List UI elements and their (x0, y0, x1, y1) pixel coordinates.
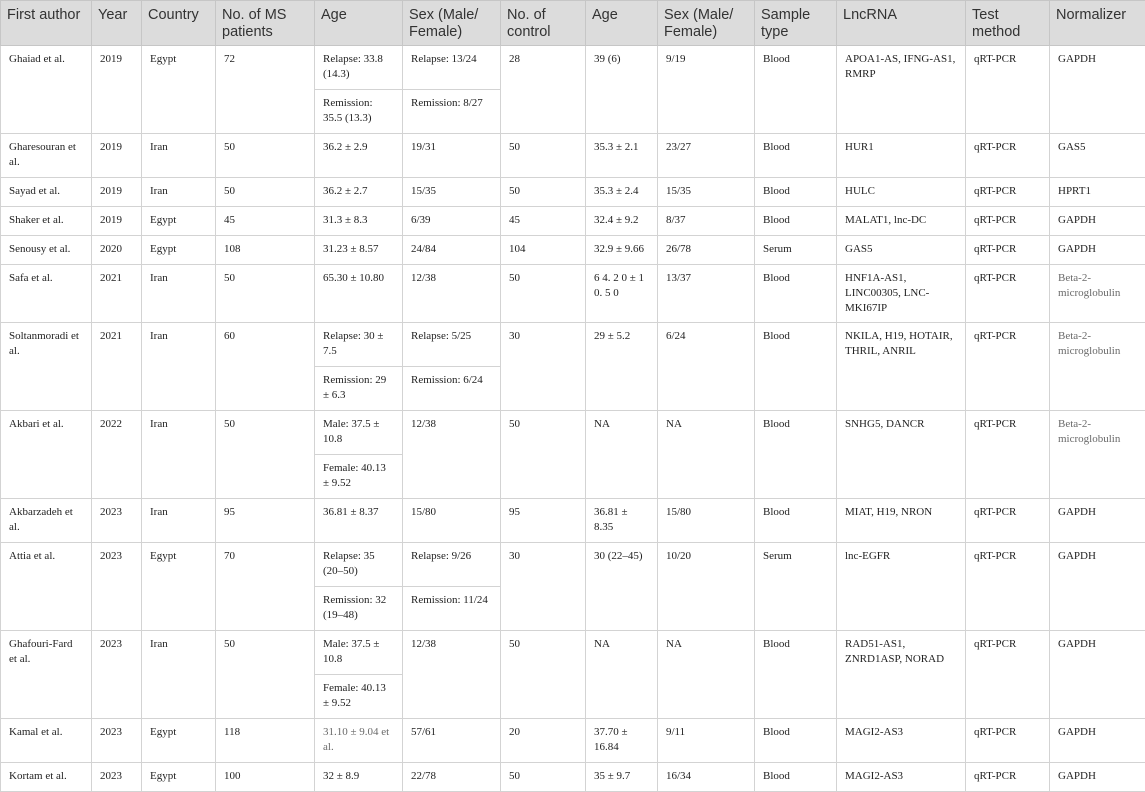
table-row (1, 631, 1145, 675)
patient-age-cell: 65.30 ± 10.80 (315, 265, 403, 323)
patient-age-cell: Female: 40.13 ± 9.52 (315, 455, 403, 499)
normalizer-cell: Beta-2-microglobulin (1050, 411, 1145, 499)
col-header-control-sex: Sex (Male/ Female) (658, 1, 755, 46)
control-count-cell: 28 (501, 46, 586, 134)
sample-type-cell: Blood (755, 719, 837, 763)
patient-count-cell: 50 (216, 134, 315, 178)
control-count-cell: 95 (501, 499, 586, 543)
control-age-cell: 30 (22–45) (586, 543, 658, 631)
test-method-cell: qRT-PCR (966, 411, 1050, 499)
table-row (1, 323, 1145, 367)
year-cell: 2019 (92, 46, 142, 134)
table-row (1, 207, 1145, 236)
patient-sex-cell: 24/84 (403, 236, 501, 265)
table-row (1, 543, 1145, 587)
author-cell: Attia et al. (1, 543, 92, 631)
test-method-cell: qRT-PCR (966, 46, 1050, 134)
year-cell: 2023 (92, 719, 142, 763)
test-method-cell: qRT-PCR (966, 323, 1050, 411)
patient-sex-cell: 19/31 (403, 134, 501, 178)
col-header-first-author: First author (1, 1, 92, 46)
table-row (1, 265, 1145, 323)
control-sex-cell: 10/20 (658, 543, 755, 631)
patient-age-cell: 36.2 ± 2.7 (315, 178, 403, 207)
control-age-cell: 35 ± 9.7 (586, 763, 658, 792)
year-cell: 2023 (92, 631, 142, 719)
control-count-cell: 30 (501, 323, 586, 411)
control-sex-cell: 26/78 (658, 236, 755, 265)
patient-sex-cell: 12/38 (403, 411, 501, 499)
control-age-cell: 35.3 ± 2.1 (586, 134, 658, 178)
normalizer-cell: Beta-2-microglobulin (1050, 323, 1145, 411)
author-cell: Sayad et al. (1, 178, 92, 207)
year-cell: 2021 (92, 265, 142, 323)
lncrna-cell: HULC (837, 178, 966, 207)
normalizer-cell: GAPDH (1050, 763, 1145, 792)
col-header-control-age: Age (586, 1, 658, 46)
lncrna-cell: MAGI2-AS3 (837, 719, 966, 763)
header-row (1, 1, 1145, 46)
patient-age-cell: 32 ± 8.9 (315, 763, 403, 792)
control-sex-cell: 15/35 (658, 178, 755, 207)
patient-count-cell: 50 (216, 411, 315, 499)
year-cell: 2019 (92, 207, 142, 236)
test-method-cell: qRT-PCR (966, 719, 1050, 763)
patient-age-cell: 36.2 ± 2.9 (315, 134, 403, 178)
control-age-cell: 32.9 ± 9.66 (586, 236, 658, 265)
lncrna-cell: lnc-EGFR (837, 543, 966, 631)
country-cell: Egypt (142, 763, 216, 792)
test-method-cell: qRT-PCR (966, 236, 1050, 265)
country-cell: Egypt (142, 543, 216, 631)
year-cell: 2019 (92, 178, 142, 207)
control-sex-cell: NA (658, 631, 755, 719)
sample-type-cell: Blood (755, 46, 837, 134)
table-row (1, 178, 1145, 207)
control-count-cell: 50 (501, 265, 586, 323)
author-cell: Akbarzadeh et al. (1, 499, 92, 543)
patient-count-cell: 45 (216, 207, 315, 236)
patient-sex-cell: Relapse: 9/26 (403, 543, 501, 587)
control-age-cell: 37.70 ± 16.84 (586, 719, 658, 763)
col-header-country: Country (142, 1, 216, 46)
control-sex-cell: 13/37 (658, 265, 755, 323)
patient-count-cell: 50 (216, 178, 315, 207)
country-cell: Egypt (142, 46, 216, 134)
sample-type-cell: Blood (755, 763, 837, 792)
country-cell: Iran (142, 134, 216, 178)
table-row (1, 763, 1145, 792)
country-cell: Egypt (142, 719, 216, 763)
table-row (1, 134, 1145, 178)
col-header-test-method: Test method (966, 1, 1050, 46)
year-cell: 2021 (92, 323, 142, 411)
test-method-cell: qRT-PCR (966, 631, 1050, 719)
patient-age-cell: Relapse: 30 ± 7.5 (315, 323, 403, 367)
sample-type-cell: Blood (755, 178, 837, 207)
patient-count-cell: 50 (216, 265, 315, 323)
control-count-cell: 30 (501, 543, 586, 631)
table-row (1, 499, 1145, 543)
table-row (1, 719, 1145, 763)
control-count-cell: 50 (501, 134, 586, 178)
patient-age-cell: Relapse: 35 (20–50) (315, 543, 403, 587)
patient-age-cell: Remission: 32 (19–48) (315, 587, 403, 631)
table-row (1, 411, 1145, 455)
author-cell: Gharesouran et al. (1, 134, 92, 178)
patient-age-cell: Male: 37.5 ± 10.8 (315, 411, 403, 455)
author-cell: Shaker et al. (1, 207, 92, 236)
lncrna-cell: MIAT, H19, NRON (837, 499, 966, 543)
author-cell: Soltanmoradi et al. (1, 323, 92, 411)
patient-sex-cell: Remission: 11/24 (403, 587, 501, 631)
test-method-cell: qRT-PCR (966, 178, 1050, 207)
lncrna-cell: GAS5 (837, 236, 966, 265)
year-cell: 2023 (92, 543, 142, 631)
test-method-cell: qRT-PCR (966, 265, 1050, 323)
patient-age-cell: Female: 40.13 ± 9.52 (315, 675, 403, 719)
control-sex-cell: 6/24 (658, 323, 755, 411)
control-age-cell: 35.3 ± 2.4 (586, 178, 658, 207)
sample-type-cell: Serum (755, 543, 837, 631)
control-sex-cell: 16/34 (658, 763, 755, 792)
patient-count-cell: 70 (216, 543, 315, 631)
control-age-cell: 6 4. 2 0 ± 1 0. 5 0 (586, 265, 658, 323)
lncrna-cell: HNF1A-AS1, LINC00305, LNC-MKI67IP (837, 265, 966, 323)
author-cell: Ghafouri-Fard et al. (1, 631, 92, 719)
control-age-cell: 36.81 ± 8.35 (586, 499, 658, 543)
col-header-patient-age: Age (315, 1, 403, 46)
col-header-patient-sex: Sex (Male/ Female) (403, 1, 501, 46)
control-count-cell: 45 (501, 207, 586, 236)
normalizer-cell: GAPDH (1050, 499, 1145, 543)
year-cell: 2020 (92, 236, 142, 265)
patient-sex-cell: 57/61 (403, 719, 501, 763)
patient-count-cell: 50 (216, 631, 315, 719)
lncrna-cell: SNHG5, DANCR (837, 411, 966, 499)
author-cell: Ghaiad et al. (1, 46, 92, 134)
patient-age-cell: 31.10 ± 9.04 et al. (315, 719, 403, 763)
table-row (1, 46, 1145, 90)
test-method-cell: qRT-PCR (966, 207, 1050, 236)
lncrna-cell: MALAT1, lnc-DC (837, 207, 966, 236)
control-age-cell: 32.4 ± 9.2 (586, 207, 658, 236)
year-cell: 2022 (92, 411, 142, 499)
col-header-year: Year (92, 1, 142, 46)
lncrna-cell: NKILA, H19, HOTAIR, THRIL, ANRIL (837, 323, 966, 411)
control-age-cell: NA (586, 411, 658, 499)
lncrna-cell: MAGI2-AS3 (837, 763, 966, 792)
control-count-cell: 50 (501, 178, 586, 207)
control-sex-cell: 9/19 (658, 46, 755, 134)
author-cell: Safa et al. (1, 265, 92, 323)
patient-count-cell: 60 (216, 323, 315, 411)
patient-sex-cell: 12/38 (403, 265, 501, 323)
normalizer-cell: GAPDH (1050, 236, 1145, 265)
lncrna-cell: RAD51-AS1, ZNRD1ASP, NORAD (837, 631, 966, 719)
country-cell: Egypt (142, 236, 216, 265)
control-age-cell: NA (586, 631, 658, 719)
normalizer-cell: GAPDH (1050, 543, 1145, 631)
patient-sex-cell: 15/35 (403, 178, 501, 207)
control-sex-cell: 8/37 (658, 207, 755, 236)
normalizer-cell: GAPDH (1050, 46, 1145, 134)
lncrna-cell: HUR1 (837, 134, 966, 178)
patient-age-cell: 31.3 ± 8.3 (315, 207, 403, 236)
patient-sex-cell: 22/78 (403, 763, 501, 792)
control-sex-cell: 9/11 (658, 719, 755, 763)
patient-sex-cell: 12/38 (403, 631, 501, 719)
normalizer-cell: HPRT1 (1050, 178, 1145, 207)
control-count-cell: 50 (501, 411, 586, 499)
country-cell: Iran (142, 323, 216, 411)
country-cell: Egypt (142, 207, 216, 236)
patient-age-cell: Remission: 29 ± 6.3 (315, 367, 403, 411)
country-cell: Iran (142, 411, 216, 499)
col-header-sample-type: Sample type (755, 1, 837, 46)
year-cell: 2023 (92, 763, 142, 792)
normalizer-cell: GAPDH (1050, 631, 1145, 719)
patient-age-cell: 36.81 ± 8.37 (315, 499, 403, 543)
control-age-cell: 39 (6) (586, 46, 658, 134)
patient-sex-cell: Remission: 6/24 (403, 367, 501, 411)
col-header-ms-patients: No. of MS patients (216, 1, 315, 46)
normalizer-cell: GAPDH (1050, 719, 1145, 763)
patient-age-cell: Remission: 35.5 (13.3) (315, 90, 403, 134)
control-count-cell: 50 (501, 763, 586, 792)
patient-count-cell: 108 (216, 236, 315, 265)
author-cell: Kortam et al. (1, 763, 92, 792)
country-cell: Iran (142, 631, 216, 719)
control-count-cell: 50 (501, 631, 586, 719)
author-cell: Akbari et al. (1, 411, 92, 499)
control-sex-cell: NA (658, 411, 755, 499)
patient-age-cell: Male: 37.5 ± 10.8 (315, 631, 403, 675)
country-cell: Iran (142, 499, 216, 543)
normalizer-cell: GAPDH (1050, 207, 1145, 236)
test-method-cell: qRT-PCR (966, 499, 1050, 543)
sample-type-cell: Blood (755, 411, 837, 499)
control-age-cell: 29 ± 5.2 (586, 323, 658, 411)
lncrna-cell: APOA1-AS, IFNG-AS1, RMRP (837, 46, 966, 134)
country-cell: Iran (142, 178, 216, 207)
sample-type-cell: Blood (755, 134, 837, 178)
patient-sex-cell: Remission: 8/27 (403, 90, 501, 134)
table-row (1, 236, 1145, 265)
patient-sex-cell: Relapse: 13/24 (403, 46, 501, 90)
sample-type-cell: Blood (755, 207, 837, 236)
normalizer-cell: Beta-2-microglobulin (1050, 265, 1145, 323)
sample-type-cell: Blood (755, 265, 837, 323)
sample-type-cell: Blood (755, 323, 837, 411)
control-count-cell: 104 (501, 236, 586, 265)
year-cell: 2019 (92, 134, 142, 178)
patient-count-cell: 118 (216, 719, 315, 763)
control-count-cell: 20 (501, 719, 586, 763)
patient-sex-cell: Relapse: 5/25 (403, 323, 501, 367)
sample-type-cell: Serum (755, 236, 837, 265)
year-cell: 2023 (92, 499, 142, 543)
patient-sex-cell: 6/39 (403, 207, 501, 236)
country-cell: Iran (142, 265, 216, 323)
test-method-cell: qRT-PCR (966, 763, 1050, 792)
sample-type-cell: Blood (755, 499, 837, 543)
normalizer-cell: GAS5 (1050, 134, 1145, 178)
patient-count-cell: 72 (216, 46, 315, 134)
test-method-cell: qRT-PCR (966, 543, 1050, 631)
patient-age-cell: Relapse: 33.8 (14.3) (315, 46, 403, 90)
col-header-normalizer: Normalizer (1050, 1, 1145, 46)
patient-sex-cell: 15/80 (403, 499, 501, 543)
control-sex-cell: 15/80 (658, 499, 755, 543)
control-sex-cell: 23/27 (658, 134, 755, 178)
col-header-lncrna: LncRNA (837, 1, 966, 46)
test-method-cell: qRT-PCR (966, 134, 1050, 178)
patient-age-cell: 31.23 ± 8.57 (315, 236, 403, 265)
patient-count-cell: 95 (216, 499, 315, 543)
patient-count-cell: 100 (216, 763, 315, 792)
author-cell: Senousy et al. (1, 236, 92, 265)
sample-type-cell: Blood (755, 631, 837, 719)
col-header-control-count: No. of control (501, 1, 586, 46)
author-cell: Kamal et al. (1, 719, 92, 763)
